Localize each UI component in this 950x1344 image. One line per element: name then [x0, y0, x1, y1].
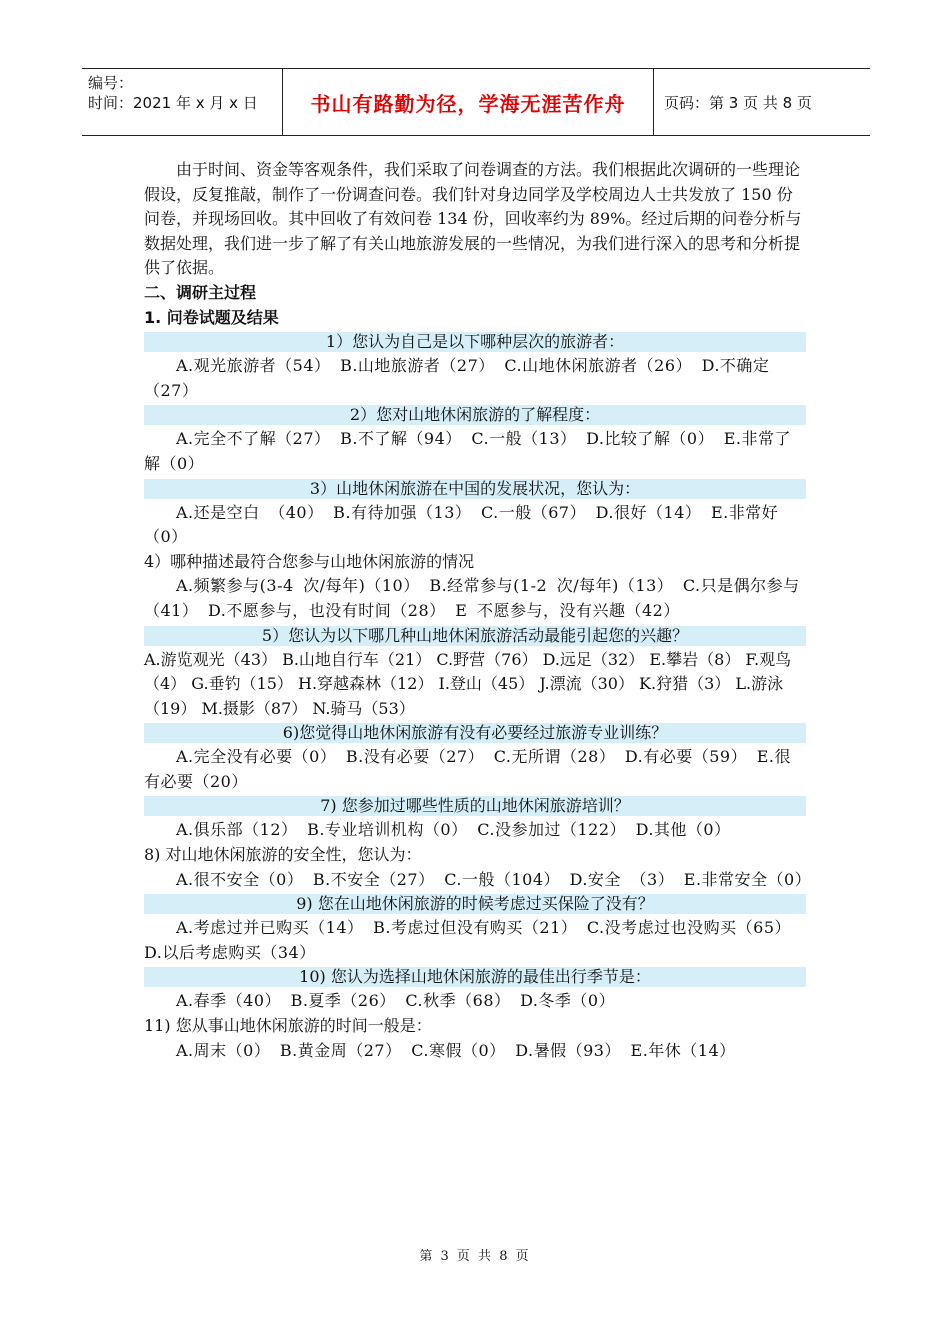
question-3: 3）山地休闲旅游在中国的发展状况，您认为：: [144, 479, 806, 499]
page-footer: 第 3 页 共 8 页: [419, 1249, 531, 1264]
header-slogan-cell: [282, 69, 654, 135]
answers-2: A.完全不了解（27） B.不了解（94） C.一般（13） D.比较了解（0） E.非常了解（0）: [144, 429, 791, 473]
answers-9: A.考虑过并已购买（14） B.考虑过但没有购买（21） C.没考虑过也没购买（65） D.以后考虑购买（34）: [144, 918, 791, 962]
page-header: [82, 68, 870, 136]
question-9: 9) 您在山地休闲旅游的时候考虑过买保险了没有？: [144, 894, 806, 914]
question-4: 4）哪种描述最符合您参与山地休闲旅游的情况: [144, 551, 475, 571]
intro-paragraph: 由于时间、资金等客观条件，我们采取了问卷调查的方法。我们根据此次调研的一些理论假设，反复推敲，制作了一份调查问卷。我们针对身边同学及学校周边人士共发放了 150 份问卷，并现场回收。其中回收了有效问卷 134 份，回收率约为 89%。经过后期的问卷分析与数据处理，我们进一步了解了有关山地旅游发展的一些情况，为我们进行深入的思考和分析提供了依据。: [144, 160, 802, 278]
question-8: 8) 对山地休闲旅游的安全性，您认为：: [144, 845, 422, 865]
answers-1: A.观光旅游者（54） B.山地旅游者（27） C.山地休闲旅游者（26） D.不确定（27）: [144, 356, 770, 400]
answers-6: A.完全没有必要（0） B.没有必要（27） C.无所谓（28） D.有必要（59） E.很有必要（20）: [144, 747, 791, 791]
answers-3: A.还是空白 （40） B.有待加强（13） C.一般（67） D.很好（14） E.非常好（0）: [144, 502, 779, 547]
question-11: 11) 您从事山地休闲旅游的时间一般是：: [144, 1016, 432, 1036]
number-label: 编号：: [88, 74, 134, 92]
answers-7: A.俱乐部（12） B.专业培训机构（0） C.没参加过（122） D.其他（0）: [176, 820, 731, 840]
section-heading: 二、调研主过程: [144, 282, 257, 302]
header-page-code: 页码：第 3 页 共 8 页: [664, 93, 812, 112]
document-body: [144, 158, 812, 1063]
answers-4: A.频繁参与(3-4 次/每年)（10） B.经常参与(1-2 次/每年)（13） C.只是偶尔参与（41） D.不愿参与，也没有时间（28） E 不愿参与，没有兴趣（42）: [144, 576, 800, 620]
question-5: 5）您认为以下哪几种山地休闲旅游活动最能引起您的兴趣？: [144, 626, 806, 646]
question-7: 7) 您参加过哪些性质的山地休闲旅游培训？: [144, 796, 806, 816]
answers-5: A.游览观光（43） B.山地自行车（21） C.野营（76） D.远足（32） E.攀岩（8） F.观鸟（4） G.垂钓（15） H.穿越森林（12） I.登山（45） J.漂流（30） K.狩猎（3） L.游泳（19） M.摄影（87） N.骑马（53）: [144, 649, 792, 718]
header-slogan: 书山有路勤为径，学海无涯苦作舟: [310, 91, 626, 116]
question-1: 1）您认为自己是以下哪种层次的旅游者：: [144, 332, 806, 352]
subsection-heading: 1. 问卷试题及结果: [144, 307, 279, 327]
header-meta: [82, 69, 282, 135]
time-label: 时间：2021 年 x 月 x 日: [88, 94, 258, 112]
question-10: 10) 您认为选择山地休闲旅游的最佳出行季节是：: [144, 967, 806, 987]
answers-8: A.很不安全（0） B.不安全（27） C.一般（104） D.安全 （3） E.非常安全（0）: [176, 869, 812, 889]
answers-11: A.周末（0） B.黄金周（27） C.寒假（0） D.暑假（93） E.年休（14）: [176, 1040, 736, 1060]
question-2: 2）您对山地休闲旅游的了解程度：: [144, 405, 806, 425]
question-6: 6)您觉得山地休闲旅游有没有必要经过旅游专业训练？: [144, 723, 806, 743]
answers-10: A.春季（40） B.夏季（26） C.秋季（68） D.冬季（0）: [176, 991, 616, 1011]
